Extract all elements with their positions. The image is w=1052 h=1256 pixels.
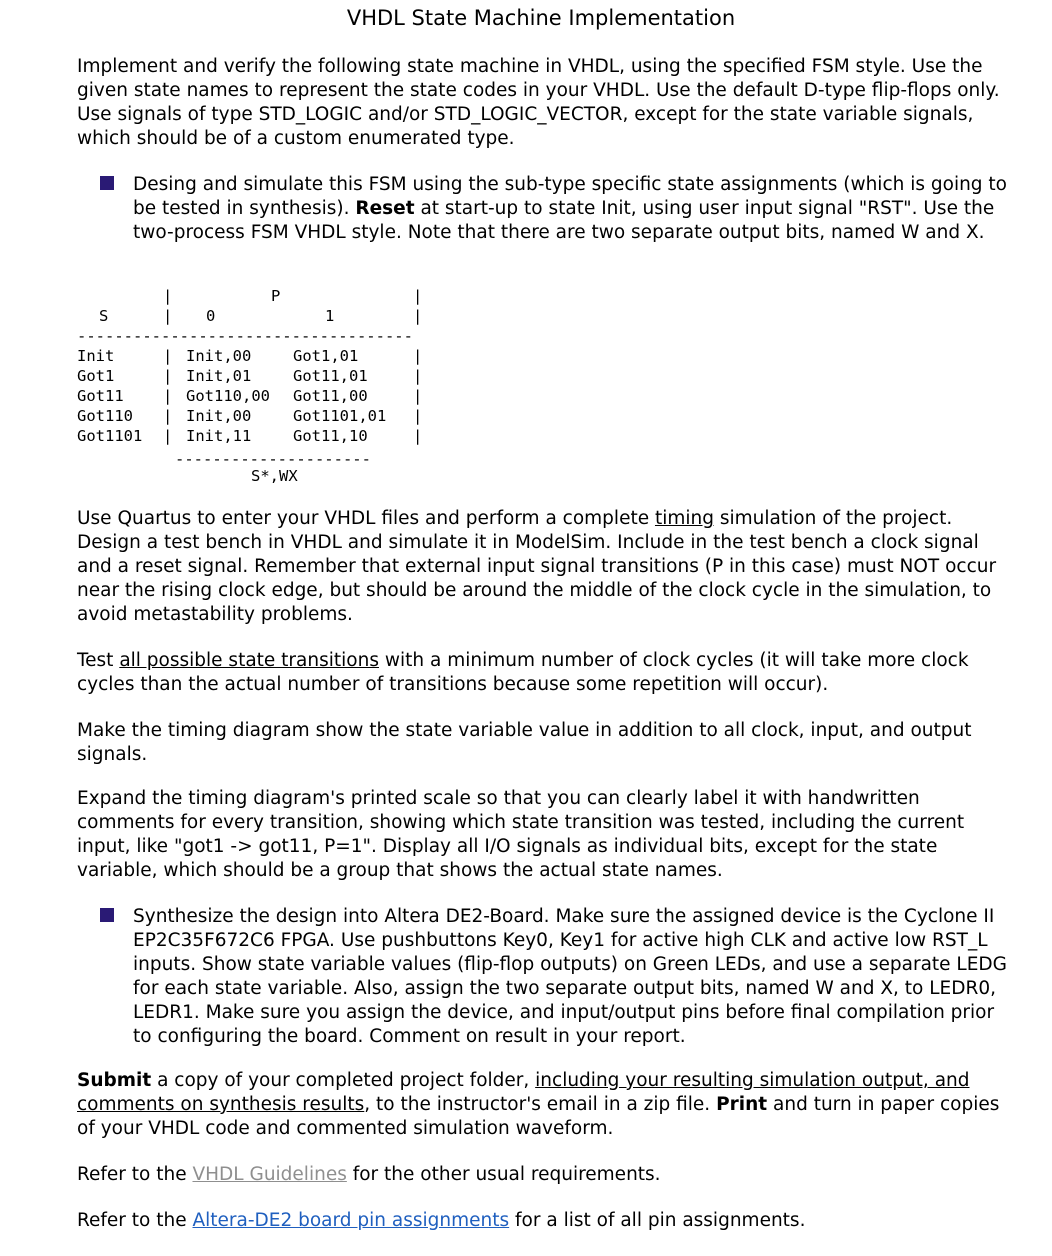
cell-p1: Got11,10 bbox=[293, 427, 368, 445]
bullet-square-icon bbox=[100, 176, 114, 190]
submit-text-c: and turn in paper copies of your VHDL code and commented simulation waveform. bbox=[77, 1094, 1000, 1139]
cell-p0: Init,00 bbox=[186, 407, 252, 425]
row-state: Init bbox=[77, 347, 115, 365]
bullet1-text-b: at start-up to state Init, using user input signal "RST". Use the two-process FSM VHDL style. Note that there are two separate output bits, named W and X. bbox=[133, 198, 995, 243]
table-left-bars: | | | | | bbox=[163, 347, 173, 445]
vhdl-guidelines-link[interactable]: VHDL Guidelines bbox=[192, 1164, 347, 1185]
row-state: Got110 bbox=[77, 407, 133, 425]
quartus-text-b: simulation of the project. Design a test bench in VHDL and simulate it in ModelSim. Include in the test bench a clock signal and a reset signal. Remember that external input signal transitions (P in this case) must NOT occur near the rising clock edge, but should be around the middle of the clock cycle in the simulation, to avoid metastability problems. bbox=[77, 508, 997, 625]
cell-p0: Init,01 bbox=[186, 367, 252, 385]
submit-emphasis: Submit bbox=[77, 1070, 152, 1091]
refer1-text-b: for the other usual requirements. bbox=[346, 1164, 661, 1185]
bullet-square-icon bbox=[100, 908, 114, 922]
table-divider: ------------------------------------ bbox=[77, 327, 413, 345]
cell-p0: Init,00 bbox=[186, 347, 252, 365]
table-input-label: P bbox=[271, 287, 281, 305]
submit-text-b: , to the instructor's email in a zip file. bbox=[364, 1094, 717, 1115]
refer1-text-a: Refer to the bbox=[77, 1164, 193, 1185]
quartus-paragraph bbox=[77, 507, 1012, 627]
cell-p0: Init,11 bbox=[186, 427, 252, 445]
bullet-design-simulate bbox=[133, 173, 1008, 245]
test-paragraph bbox=[77, 649, 1012, 697]
table-state-header: S bbox=[99, 307, 109, 325]
intro-paragraph: Implement and verify the following state machine in VHDL, using the specified FSM style. Use the given state names to represent the state codes in your VHDL. Use the default D-type flip-flops only. Use signals of type STD_LOGIC and/or STD_LOGIC_VECTOR, except for the state variable signals, which should be of a custom enumerated type. bbox=[77, 56, 1000, 149]
row-state: Got11 bbox=[77, 387, 124, 405]
refer-pins-paragraph bbox=[77, 1209, 1012, 1233]
table-col-p1 bbox=[293, 346, 386, 446]
test-text-a: Test bbox=[77, 650, 120, 671]
refer2-text-a: Refer to the bbox=[77, 1210, 193, 1231]
bullet-synthesize: Synthesize the design into Altera DE2-Board. Make sure the assigned device is the Cyclone II EP2C35F672C6 FPGA. Use pushbuttons Key0, Key1 for active high CLK and active low RST_L inputs. Show state variable values (flip-flop outputs) on Green LEDs, and use a separate LEDG for each state variable. Also, assign the two separate output bits, named W and X, to LEDR0, LEDR1. Make sure you assign the device, and input/output pins before final compilation prior to configuring the board. Comment on result in your report. bbox=[133, 906, 1008, 1047]
row-state: Got1 bbox=[77, 367, 115, 385]
submit-text-a: a copy of your completed project folder, bbox=[151, 1070, 536, 1091]
test-text-b: with a minimum number of clock cycles (it will take more clock cycles than the actual number of transitions because some repetition will occur). bbox=[77, 650, 969, 695]
cell-p1: Got11,00 bbox=[293, 387, 368, 405]
refer-guidelines-paragraph bbox=[77, 1163, 1012, 1187]
row-state: Got1101 bbox=[77, 427, 143, 445]
pin-assignments-link[interactable]: Altera-DE2 board pin assignments bbox=[192, 1210, 510, 1231]
submit-paragraph bbox=[77, 1069, 1012, 1141]
submit-underlined: including your resulting simulation output, and comments on synthesis results bbox=[77, 1070, 970, 1115]
timing-link[interactable]: timing bbox=[654, 508, 714, 529]
expand-paragraph: Expand the timing diagram's printed scale so that you can clearly label it with handwritten comments for every transition, showing which state transition was tested, including the current input, like "got1 -> got11, P=1". Display all I/O signals as individual bits, except for the state variable, which should be a group that shows the actual state names. bbox=[77, 788, 965, 881]
page-title: VHDL State Machine Implementation bbox=[346, 6, 736, 30]
print-emphasis: Print bbox=[716, 1094, 768, 1115]
bullet1-text-a: Desing and simulate this FSM using the sub-type specific state assignments (which is going to be tested in synthesis). bbox=[133, 174, 1007, 219]
cell-p1: Got1101,01 bbox=[293, 407, 387, 425]
table-right-bars: | | | | | bbox=[413, 347, 423, 445]
table-column-1: 1 bbox=[325, 307, 335, 325]
all-transitions-underlined: all possible state transitions bbox=[119, 650, 379, 671]
reset-emphasis: Reset bbox=[355, 198, 415, 219]
cell-p1: Got11,01 bbox=[293, 367, 368, 385]
quartus-text-a: Use Quartus to enter your VHDL files and perform a complete bbox=[77, 508, 655, 529]
timing-diagram-paragraph: Make the timing diagram show the state variable value in addition to all clock, input, and output signals. bbox=[77, 720, 972, 765]
cell-p1: Got1,01 bbox=[293, 347, 359, 365]
cell-p0: Got110,00 bbox=[186, 387, 270, 405]
table-footer: S*,WX bbox=[251, 467, 298, 485]
table-col-p0 bbox=[186, 346, 270, 446]
table-column-0: 0 bbox=[206, 307, 216, 325]
refer2-text-b: for a list of all pin assignments. bbox=[509, 1210, 806, 1231]
table-bottom-divider: --------------------- bbox=[175, 450, 371, 468]
table-row-states bbox=[77, 346, 142, 446]
